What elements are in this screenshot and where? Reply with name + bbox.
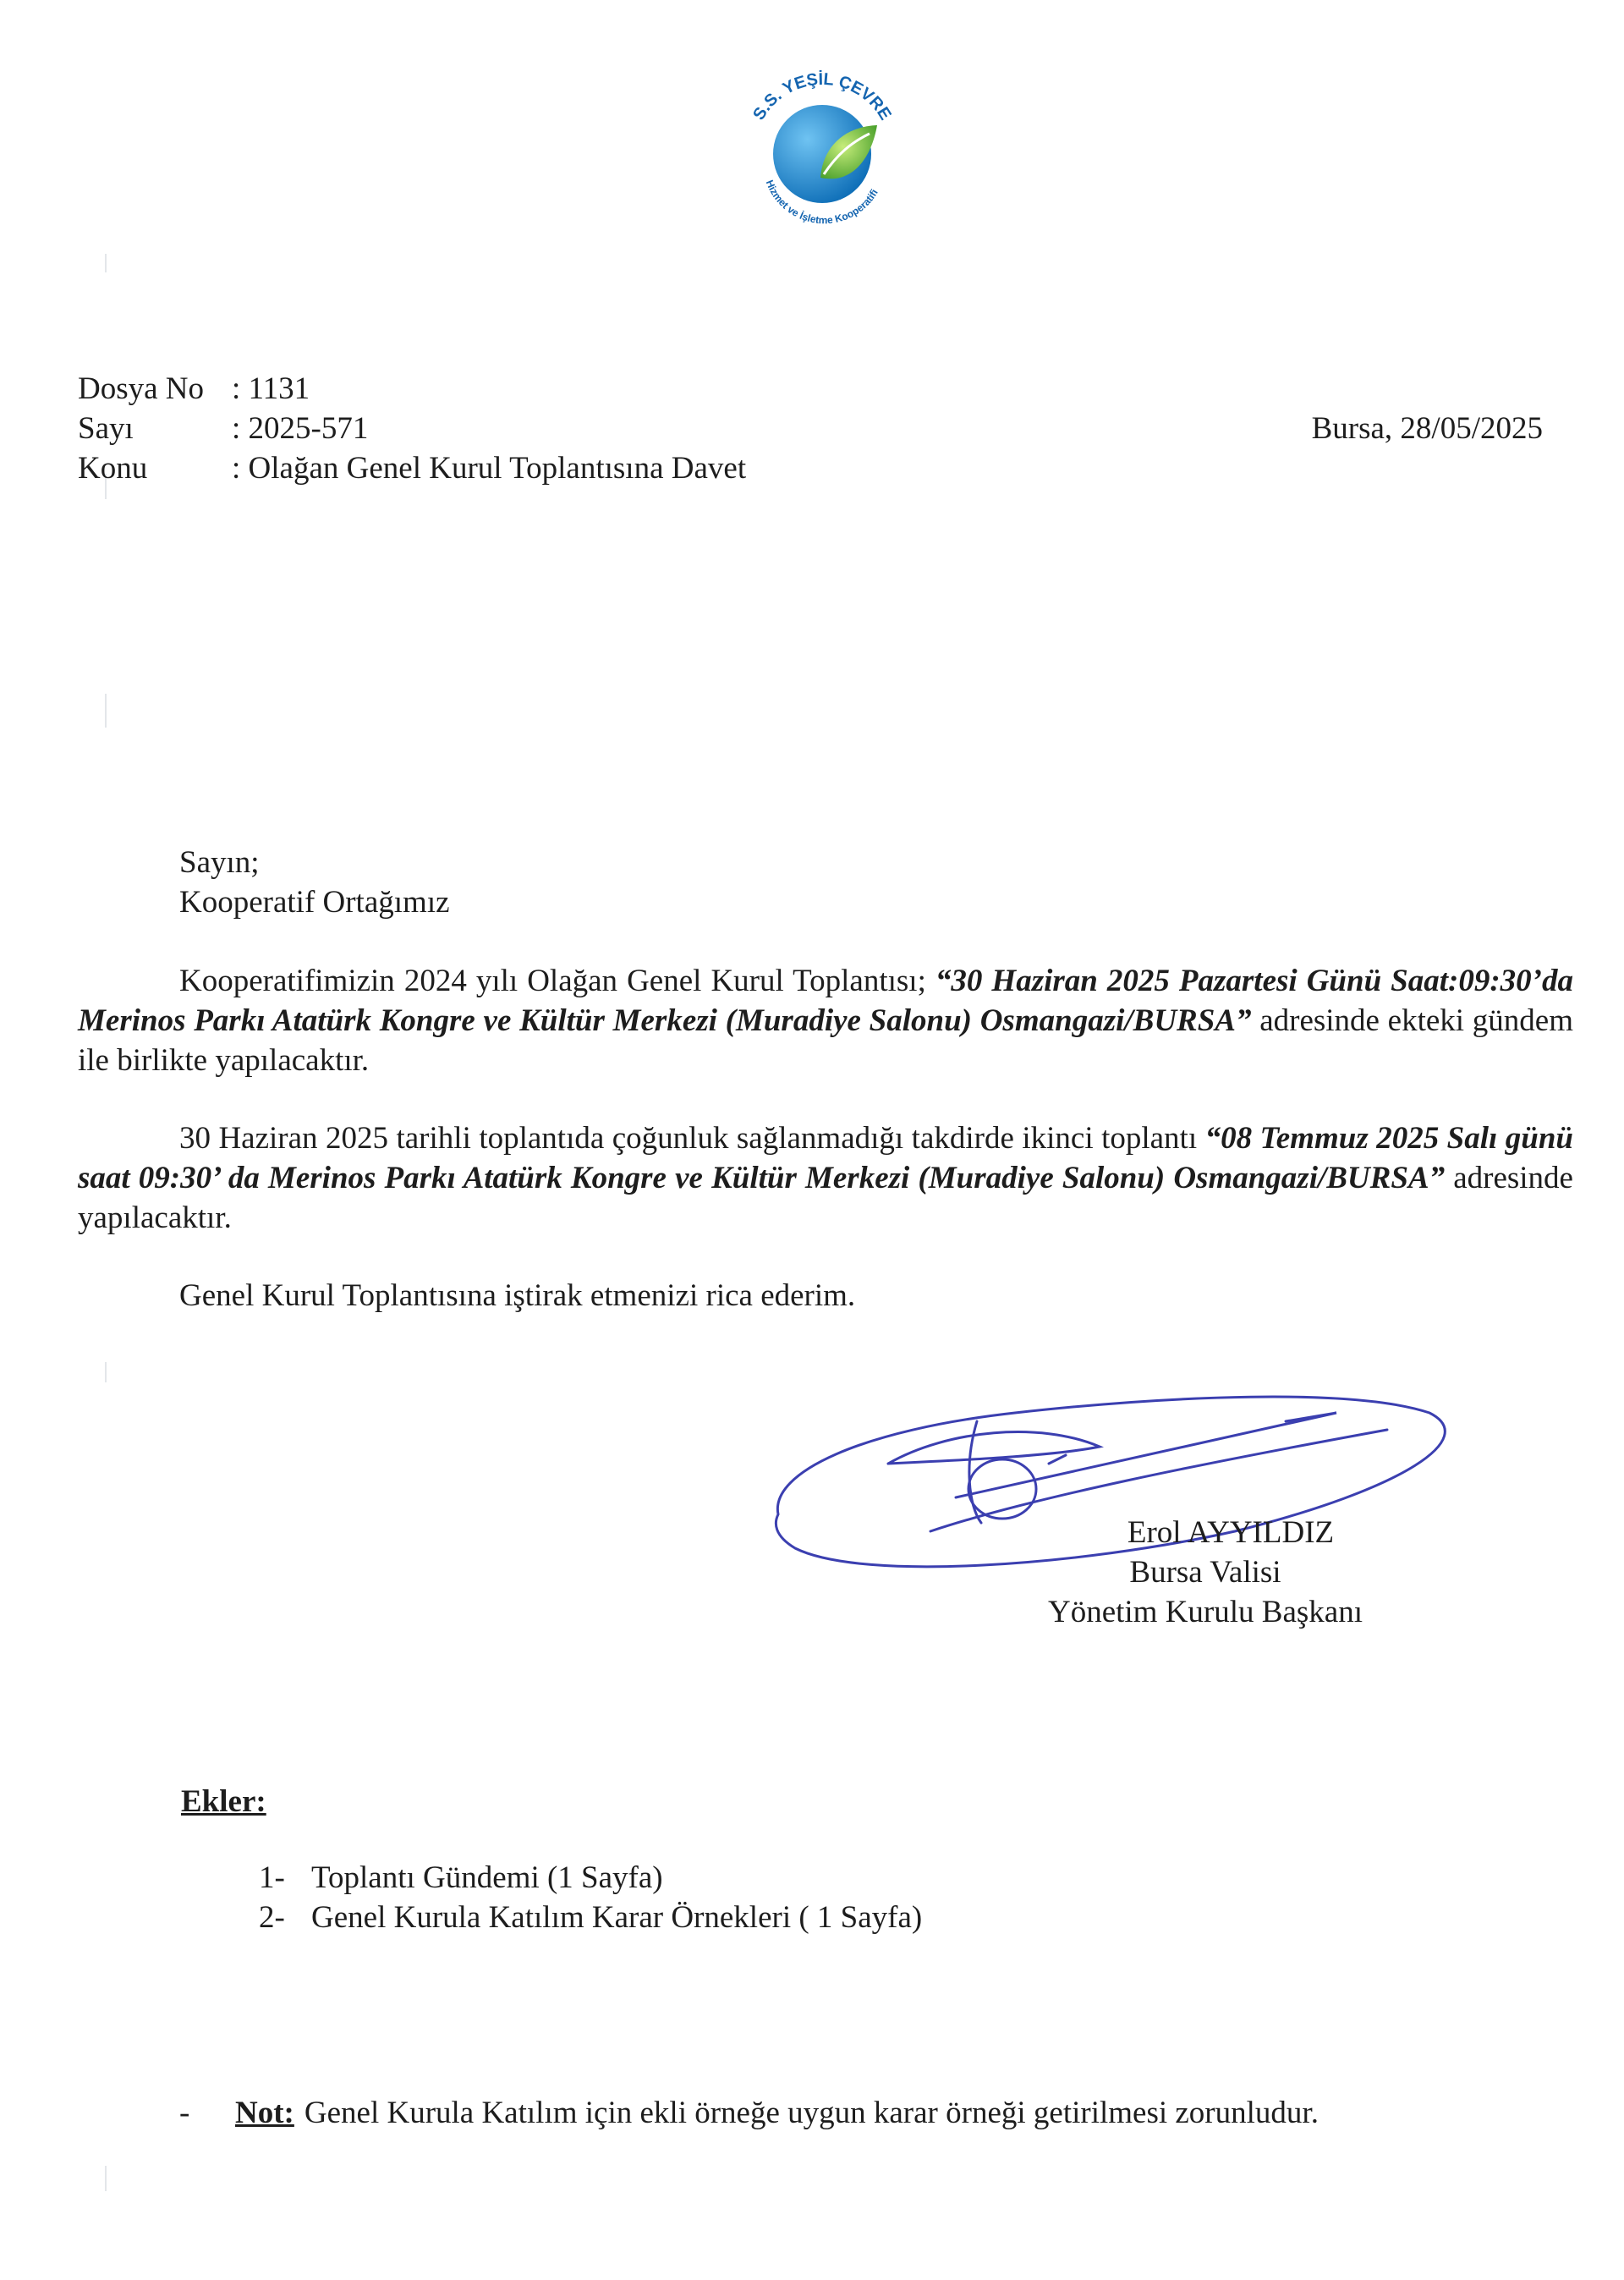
salutation <box>179 843 450 922</box>
sayi-value: : 2025-571 <box>232 411 369 446</box>
attachment-number: 2- <box>259 1900 285 1935</box>
paragraph-3: Genel Kurul Toplantısına iştirak etmenizi rica ederim. <box>179 1278 856 1313</box>
scan-artifact <box>105 2166 107 2191</box>
signatory-position: Yönetim Kurulu Başkanı <box>1047 1595 1363 1629</box>
attachments-list <box>259 1858 922 1937</box>
document-date: Bursa, 28/05/2025 <box>1311 411 1543 446</box>
note-dash: - <box>179 2096 190 2130</box>
note-text: Genel Kurula Katılım için ekli örneğe uygun karar örneği getirilmesi zorunludur. <box>304 2096 1319 2130</box>
konu-label: Konu <box>78 451 148 486</box>
paragraph-1-intro: Kooperatifimizin 2024 yılı Olağan Genel Kurul Toplantısı; <box>179 964 935 998</box>
salutation-line2: Kooperatif Ortağımız <box>179 885 450 920</box>
paragraph-2 <box>78 1118 1573 1238</box>
attachment-item <box>259 1858 922 1898</box>
attachment-item <box>259 1898 922 1937</box>
paragraph-1-end: adresinde ekteki gündem ile birlikte yapılacaktır. <box>78 1003 1573 1078</box>
scan-artifact <box>105 694 107 728</box>
paragraph-2-intro: 30 Haziran 2025 tarihli toplantıda çoğunluk sağlanmadığı takdirde ikinci toplantı <box>179 1121 1205 1156</box>
document-meta <box>78 369 746 488</box>
paragraph-1-venue: “30 Haziran 2025 Pazartesi Günü Saat:09:30’da Merinos Parkı Atatürk Kongre ve Kültür Merkezi (Muradiye Salonu) Osmangazi/BURSA” <box>78 964 1573 1038</box>
attachment-number: 1- <box>259 1860 285 1895</box>
paragraph-2-venue: “08 Temmuz 2025 Salı günü saat 09:30’ da Merinos Parkı Atatürk Kongre ve Kültür Merkezi (Muradiye Salonu) Osmangazi/BURSA” <box>78 1121 1573 1195</box>
dosya-label: Dosya No <box>78 371 205 406</box>
cooperative-logo <box>729 59 915 245</box>
paragraph-1 <box>78 961 1573 1080</box>
logo-top-text: S.S. YEŞİL ÇEVRE <box>749 69 895 124</box>
konu-value: : Olağan Genel Kurul Toplantısına Davet <box>232 451 747 486</box>
signatory-block <box>1023 1513 1387 1632</box>
scan-artifact <box>105 254 107 272</box>
attachments-title: Ekler: <box>181 1784 266 1819</box>
attachment-text: Toplantı Gündemi (1 Sayfa) <box>311 1860 663 1895</box>
logo-bottom-text: Hizmet ve İşletme Kooperatifi <box>763 178 881 227</box>
konu-row <box>78 448 746 488</box>
paragraph-2-end: adresinde yapılacaktır. <box>78 1161 1573 1235</box>
dosya-row <box>78 369 746 409</box>
note-label: Not: <box>235 2096 294 2130</box>
footnote <box>179 2093 1319 2133</box>
dosya-value: : 1131 <box>232 371 310 406</box>
signatory-name: Erol AYYILDIZ <box>1127 1515 1335 1550</box>
scan-artifact <box>105 1362 107 1382</box>
sayi-row <box>78 409 746 448</box>
salutation-line1: Sayın; <box>179 845 260 880</box>
sayi-label: Sayı <box>78 411 134 446</box>
signatory-title: Bursa Valisi <box>1129 1555 1281 1590</box>
attachment-text: Genel Kurula Katılım Karar Örnekleri ( 1 Sayfa) <box>311 1900 923 1935</box>
